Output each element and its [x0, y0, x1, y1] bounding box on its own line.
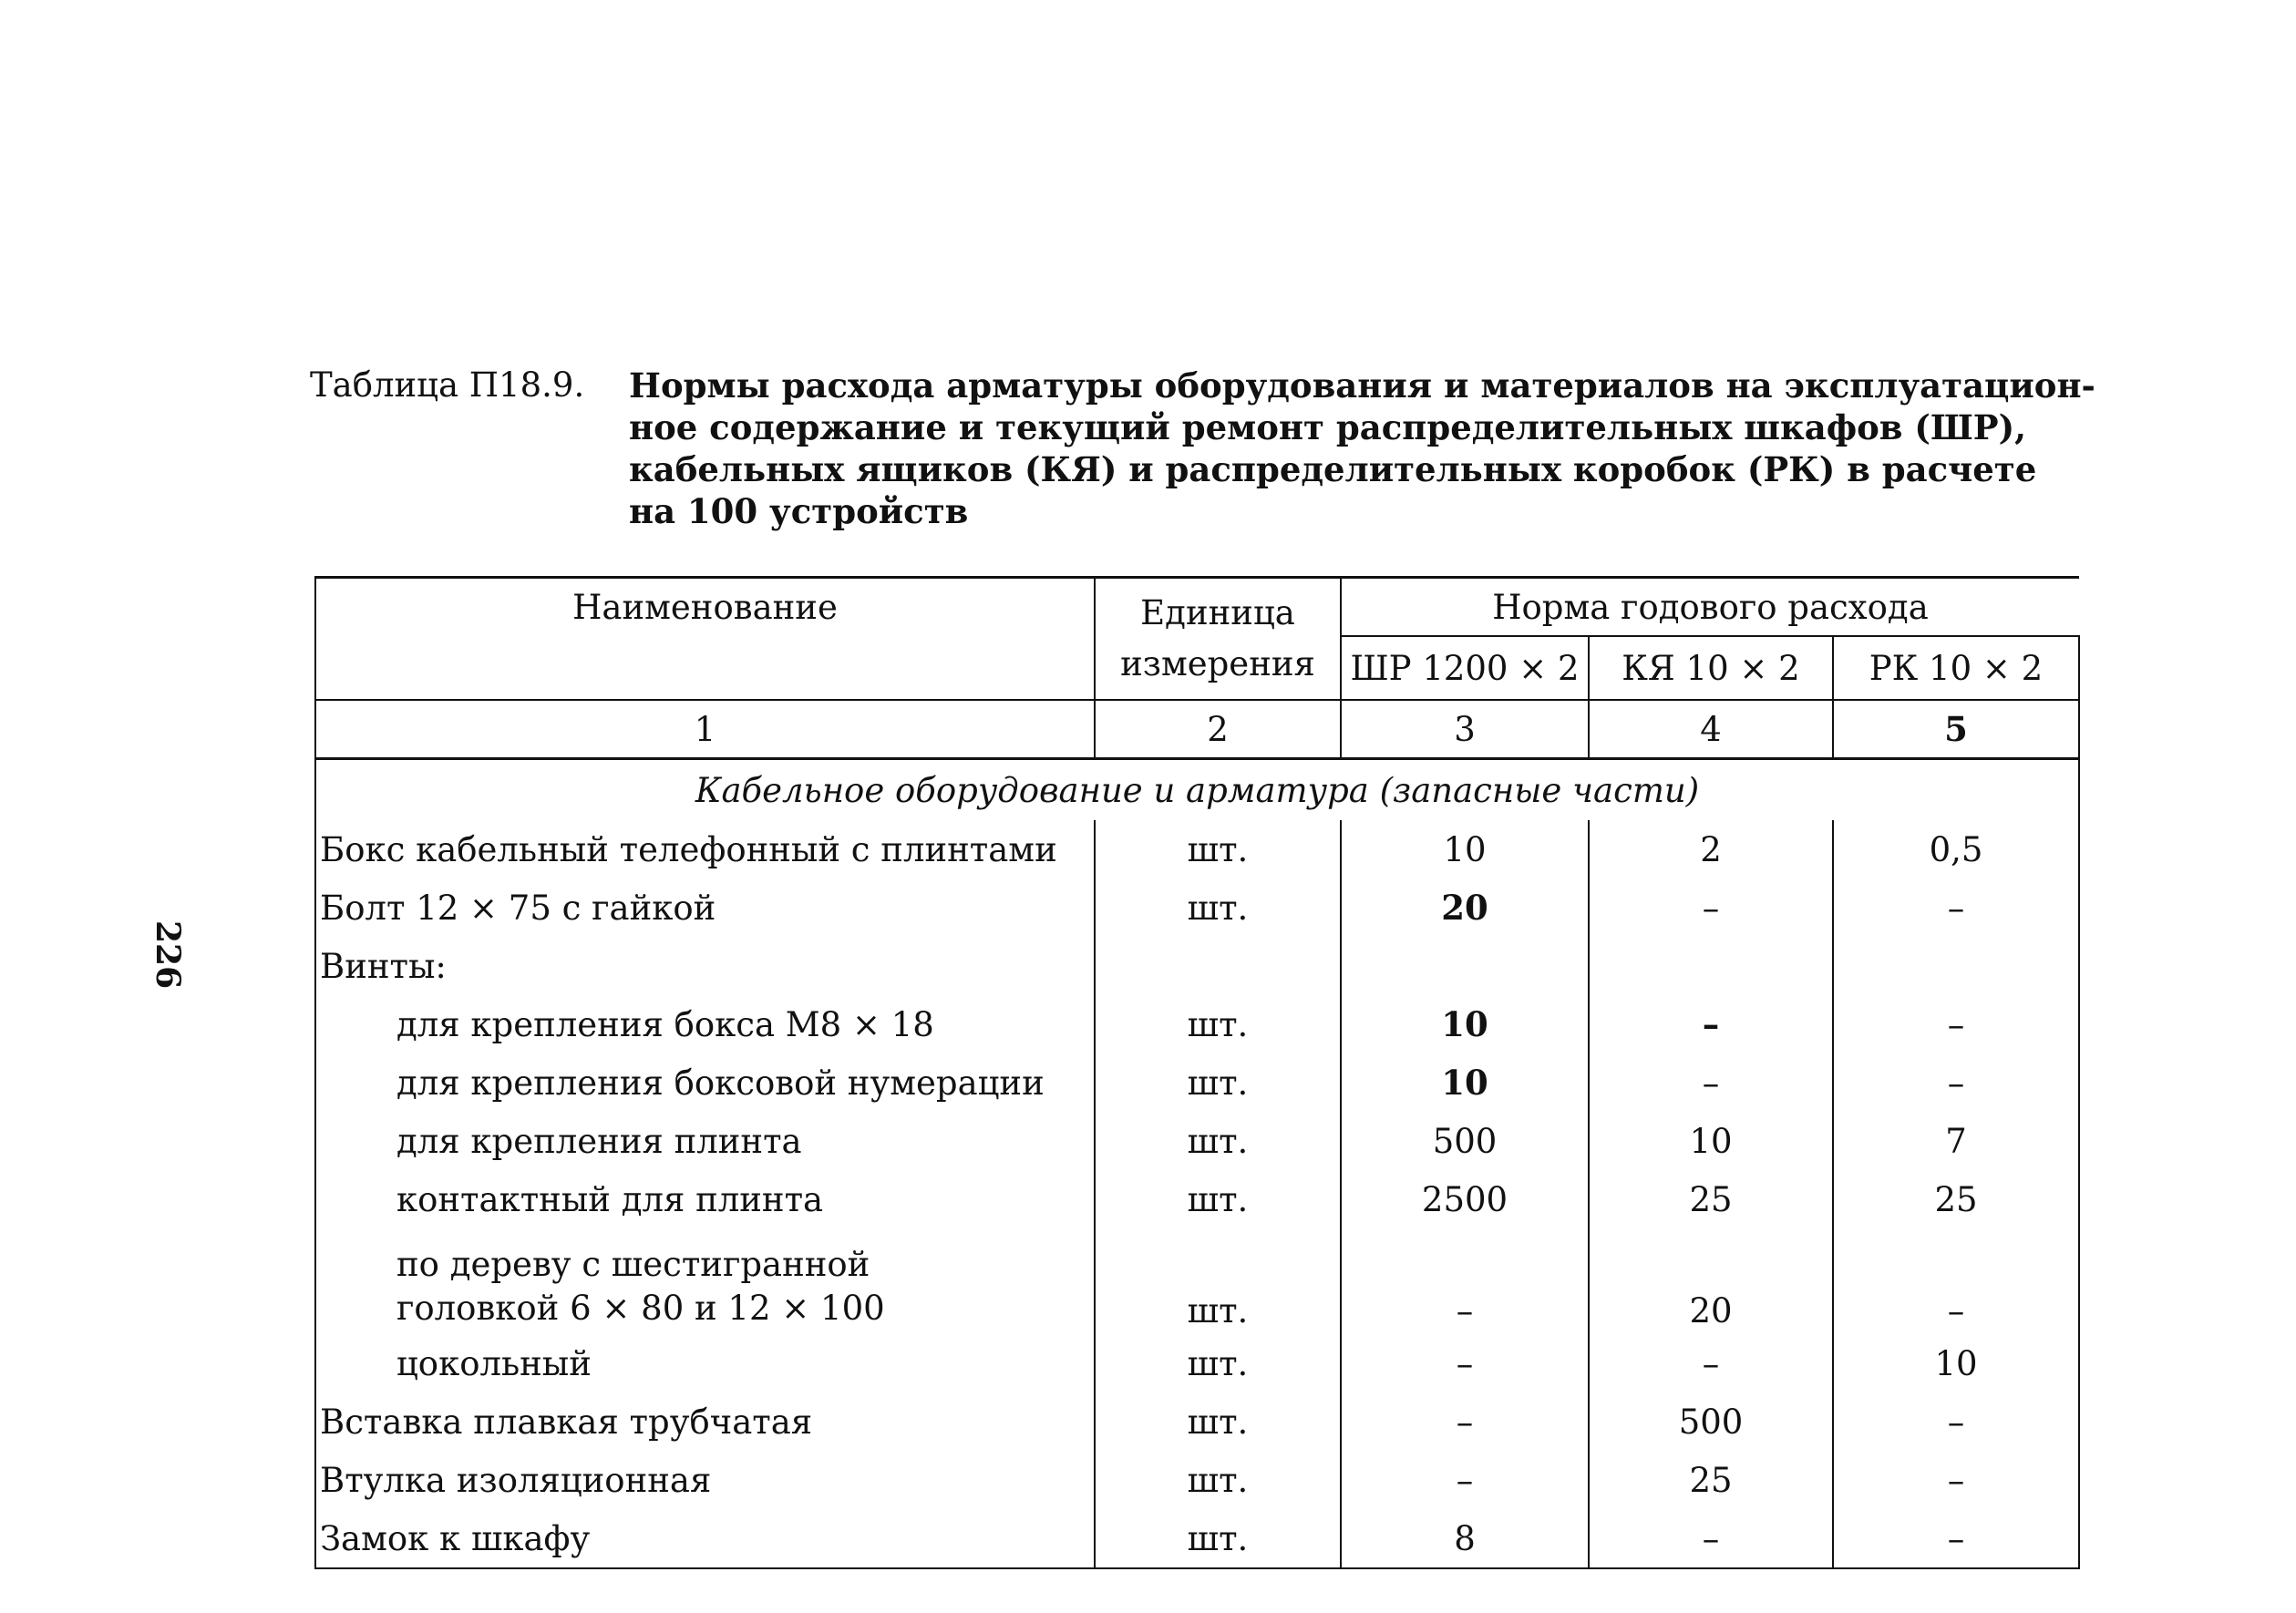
row-shr	[1341, 937, 1589, 995]
row-unit	[1095, 937, 1341, 995]
row-rk: –	[1833, 1509, 2079, 1568]
table-title	[629, 365, 2095, 532]
table-row	[315, 1334, 2079, 1392]
column-numbers-row	[315, 700, 2079, 759]
title-line: ное содержание и текущий ремонт распределительных шкафов (ШР),	[629, 407, 2026, 447]
row-kya: –	[1589, 995, 1833, 1053]
table-row	[315, 937, 2079, 995]
row-kya: –	[1589, 1334, 1833, 1392]
row-name: Втулка изоляционная	[315, 1451, 1095, 1509]
row-rk: 7	[1833, 1112, 2079, 1170]
row-rk: –	[1833, 878, 2079, 937]
table-row	[315, 1112, 2079, 1170]
row-shr: –	[1341, 1451, 1589, 1509]
row-unit: шт.	[1095, 995, 1341, 1053]
row-name: Болт 12 × 75 с гайкой	[315, 878, 1095, 937]
row-name: Замок к шкафу	[315, 1509, 1095, 1568]
row-unit: шт.	[1095, 1228, 1341, 1334]
row-name: для крепления боксовой нумерации	[315, 1053, 1095, 1112]
row-name: по дереву с шестигранной головкой 6 × 80 и 12 × 100	[315, 1228, 1095, 1334]
row-rk: –	[1833, 995, 2079, 1053]
table-row	[315, 1228, 2079, 1334]
row-shr: –	[1341, 1392, 1589, 1451]
header-kya: КЯ 10 × 2	[1589, 636, 1833, 700]
row-kya: 10	[1589, 1112, 1833, 1170]
row-unit: шт.	[1095, 1334, 1341, 1392]
section-title: Кабельное оборудование и арматура (запасные части)	[315, 759, 2079, 821]
column-number: 5	[1833, 700, 2079, 759]
header-rk: РК 10 × 2	[1833, 636, 2079, 700]
row-rk: 10	[1833, 1334, 2079, 1392]
column-number: 3	[1341, 700, 1589, 759]
row-rk: –	[1833, 1451, 2079, 1509]
row-kya: –	[1589, 1509, 1833, 1568]
table-row	[315, 878, 2079, 937]
row-shr: 10	[1341, 820, 1589, 878]
column-number: 4	[1589, 700, 1833, 759]
row-shr: 10	[1341, 995, 1589, 1053]
table-row	[315, 1451, 2079, 1509]
row-kya: –	[1589, 1053, 1833, 1112]
row-name: для крепления бокса М8 × 18	[315, 995, 1095, 1053]
row-kya: –	[1589, 878, 1833, 937]
title-line: кабельных ящиков (КЯ) и распределительных коробок (РК) в расчете	[629, 449, 2037, 489]
column-number: 2	[1095, 700, 1341, 759]
row-name: Вставка плавкая трубчатая	[315, 1392, 1095, 1451]
row-kya: 25	[1589, 1170, 1833, 1228]
table-row	[315, 1053, 2079, 1112]
row-rk: 0,5	[1833, 820, 2079, 878]
row-shr: 10	[1341, 1053, 1589, 1112]
row-shr: 8	[1341, 1509, 1589, 1568]
table-row	[315, 1170, 2079, 1228]
row-rk: –	[1833, 1228, 2079, 1334]
row-kya: 25	[1589, 1451, 1833, 1509]
row-unit: шт.	[1095, 1392, 1341, 1451]
norms-table	[314, 576, 2080, 1569]
row-shr: –	[1341, 1334, 1589, 1392]
table-row	[315, 1392, 2079, 1451]
table-caption	[310, 365, 2095, 532]
row-name: Бокс кабельный телефонный с плинтами	[315, 820, 1095, 878]
column-number: 1	[315, 700, 1095, 759]
row-rk: –	[1833, 1392, 2079, 1451]
row-name: цокольный	[315, 1334, 1095, 1392]
section-row	[315, 759, 2079, 821]
row-unit: шт.	[1095, 1170, 1341, 1228]
title-line: на 100 устройств	[629, 491, 969, 531]
header-shr: ШР 1200 × 2	[1341, 636, 1589, 700]
row-unit: шт.	[1095, 1112, 1341, 1170]
row-kya: 20	[1589, 1228, 1833, 1334]
row-rk: –	[1833, 1053, 2079, 1112]
header-norm-group: Норма годового расхода	[1341, 578, 2079, 637]
table-row	[315, 820, 2079, 878]
table-row	[315, 995, 2079, 1053]
row-shr: 2500	[1341, 1170, 1589, 1228]
header-name: Наименование	[315, 578, 1095, 701]
row-rk: 25	[1833, 1170, 2079, 1228]
row-name: для крепления плинта	[315, 1112, 1095, 1170]
row-shr: 20	[1341, 878, 1589, 937]
row-name: контактный для плинта	[315, 1170, 1095, 1228]
row-shr: –	[1341, 1228, 1589, 1334]
row-unit: шт.	[1095, 1509, 1341, 1568]
row-rk	[1833, 937, 2079, 995]
row-unit: шт.	[1095, 820, 1341, 878]
row-unit: шт.	[1095, 1053, 1341, 1112]
table-label: Таблица П18.9.	[310, 365, 585, 405]
row-shr: 500	[1341, 1112, 1589, 1170]
row-unit: шт.	[1095, 878, 1341, 937]
page-number: 226	[149, 920, 187, 990]
header-unit: Единица измерения	[1095, 578, 1341, 701]
row-unit: шт.	[1095, 1451, 1341, 1509]
row-kya: 500	[1589, 1392, 1833, 1451]
row-kya: 2	[1589, 820, 1833, 878]
title-line: Нормы расхода арматуры оборудования и материалов на эксплуатацион-	[629, 365, 2095, 406]
row-name: Винты:	[315, 937, 1095, 995]
row-kya	[1589, 937, 1833, 995]
table-row	[315, 1509, 2079, 1568]
